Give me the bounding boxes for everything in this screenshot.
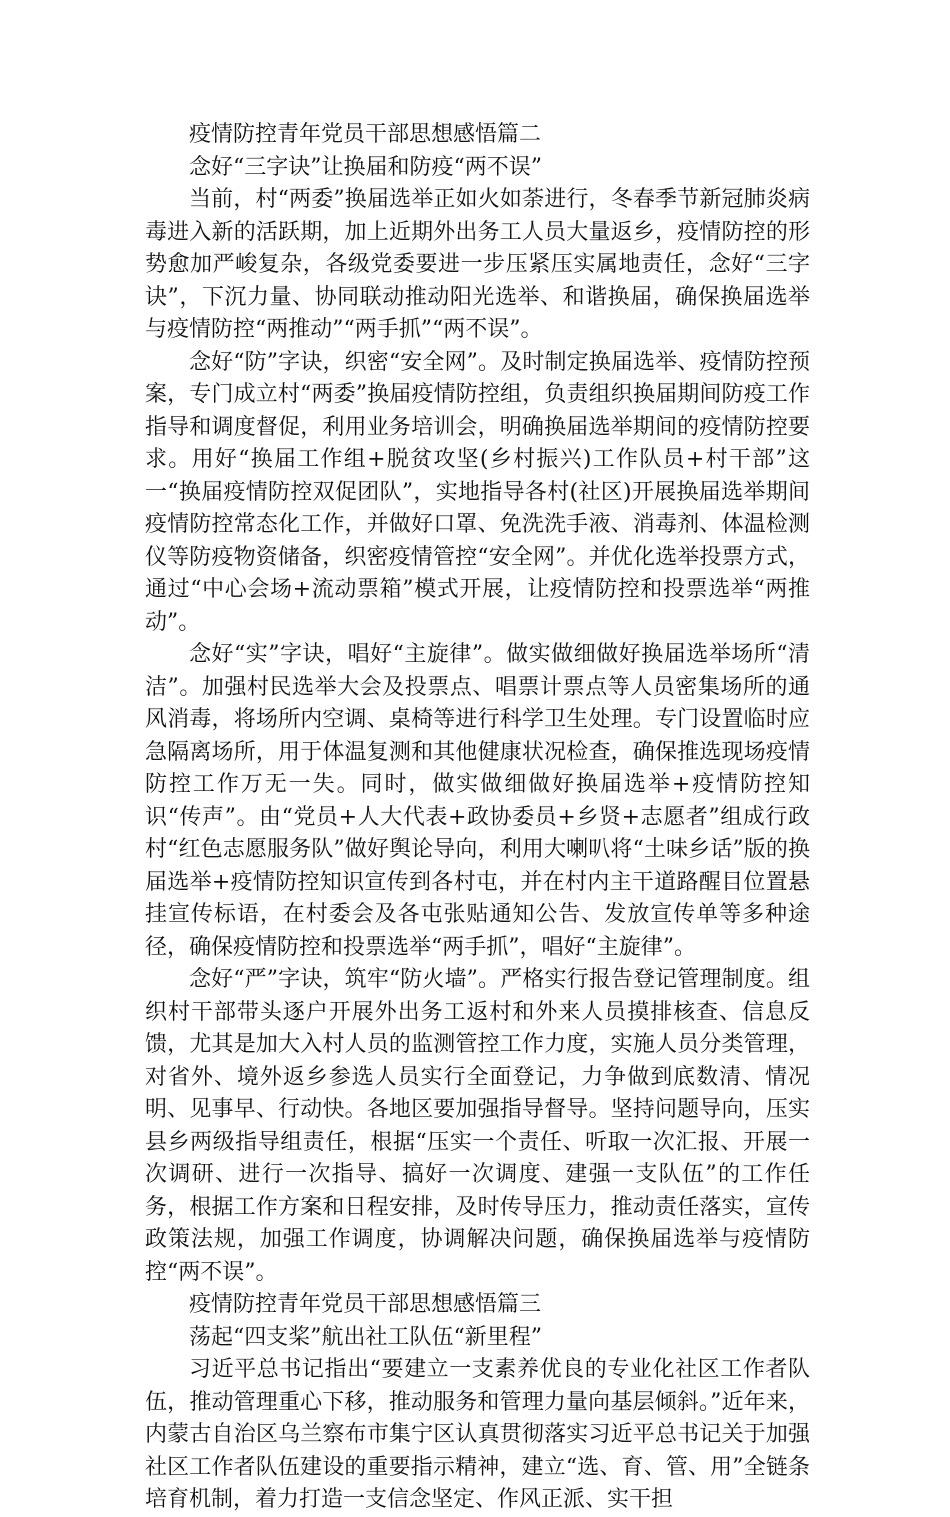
section-title: 疫情防控青年党员干部思想感悟篇二 [189,122,542,147]
body-paragraph: 念好“防”字诀，织密“安全网”。及时制定换届选举、疫情防控预案，专门成立村“两委”换届疫情防控组，负责组织换届期间防疫工作指导和调度督促，利用业务培训会，明确换届选举期间的疫情防控要求。用好“换届工作组+脱贫攻坚(乡村振兴)工作队员+村干部”这一“换届疫情防控双促团队”，实地指导各村(社区)开展换届选举期间疫情防控常态化工作，并做好口罩、免洗洗手液、消毒剂、体温检测仪等防疫物资储备，织密疫情管控“安全网”。并优化选举投票方式，通过“中心会场+流动票箱”模式开展，让疫情防控和投票选举“两推动”。 [145,349,810,635]
body-paragraph: 习近平总书记指出“要建立一支素养优良的专业化社区工作者队伍，推动管理重心下移，推动服务和管理力量向基层倾斜。”近年来，内蒙古自治区乌兰察布市集宁区认真贯彻落实习近平总书记关于加强社区工作者队伍建设的重要指示精神，建立“选、育、管、用”全链条培育机制，着力打造一支信念坚定、作风正派、实干担 [145,1357,810,1512]
section-title: 疫情防控青年党员干部思想感悟篇三 [189,1292,542,1317]
body-paragraph: 当前，村“两委”换届选举正如火如荼进行，冬春季节新冠肺炎病毒进入新的活跃期，加上近期外出务工人员大量返乡，疫情防控的形势愈加严峻复杂，各级党委要进一步压紧压实属地责任，念好“三字诀”，下沉力量、协同联动推动阳光选举、和谐换届，确保换届选举与疫情防控“两推动”“两手抓”“两不误”。 [145,187,810,342]
article-title: 荡起“四支桨”航出社工队伍“新里程” [189,1324,542,1350]
article-title: 念好“三字诀”让换届和防疫“两不误” [189,154,542,180]
body-paragraph: 念好“实”字诀，唱好“主旋律”。做实做细做好换届选举场所“清洁”。加强村民选举大会及投票点、唱票计票点等人员密集场所的通风消毒，将场所内空调、桌椅等进行科学卫生处理。专门设置临时应急隔离场所，用于体温复测和其他健康状况检查，确保推选现场疫情防控工作万无一失。同时，做实做细做好换届选举+疫情防控知识“传声”。由“党员+人大代表+政协委员+乡贤+志愿者”组成行政村“红色志愿服务队”做好舆论导向，利用大喇叭将“土味乡话”版的换届选举+疫情防控知识宣传到各村屯，并在村内主干道路醒目位置悬挂宣传标语，在村委会及各屯张贴通知公告、发放宣传单等多种途径，确保疫情防控和投票选举“两手抓”，唱好“主旋律”。 [145,642,810,960]
document-body [145,119,810,1517]
body-paragraph: 念好“严”字诀，筑牢“防火墙”。严格实行报告登记管理制度。组织村干部带头逐户开展外出务工返村和外来人员摸排核查、信息反馈，尤其是加大入村人员的监测管控工作力度，实施人员分类管理，对省外、境外返乡参选人员实行全面登记，力争做到底数清、情况明、见事早、行动快。各地区要加强指导督导。坚持问题导向，压实县乡两级指导组责任，根据“压实一个责任、听取一次汇报、开展一次调研、进行一次指导、搞好一次调度、建强一支队伍”的工作任务，根据工作方案和日程安排，及时传导压力，推动责任落实，宣传政策法规，加强工作调度，协调解决问题，确保换届选举与疫情防控“两不误”。 [145,967,810,1285]
